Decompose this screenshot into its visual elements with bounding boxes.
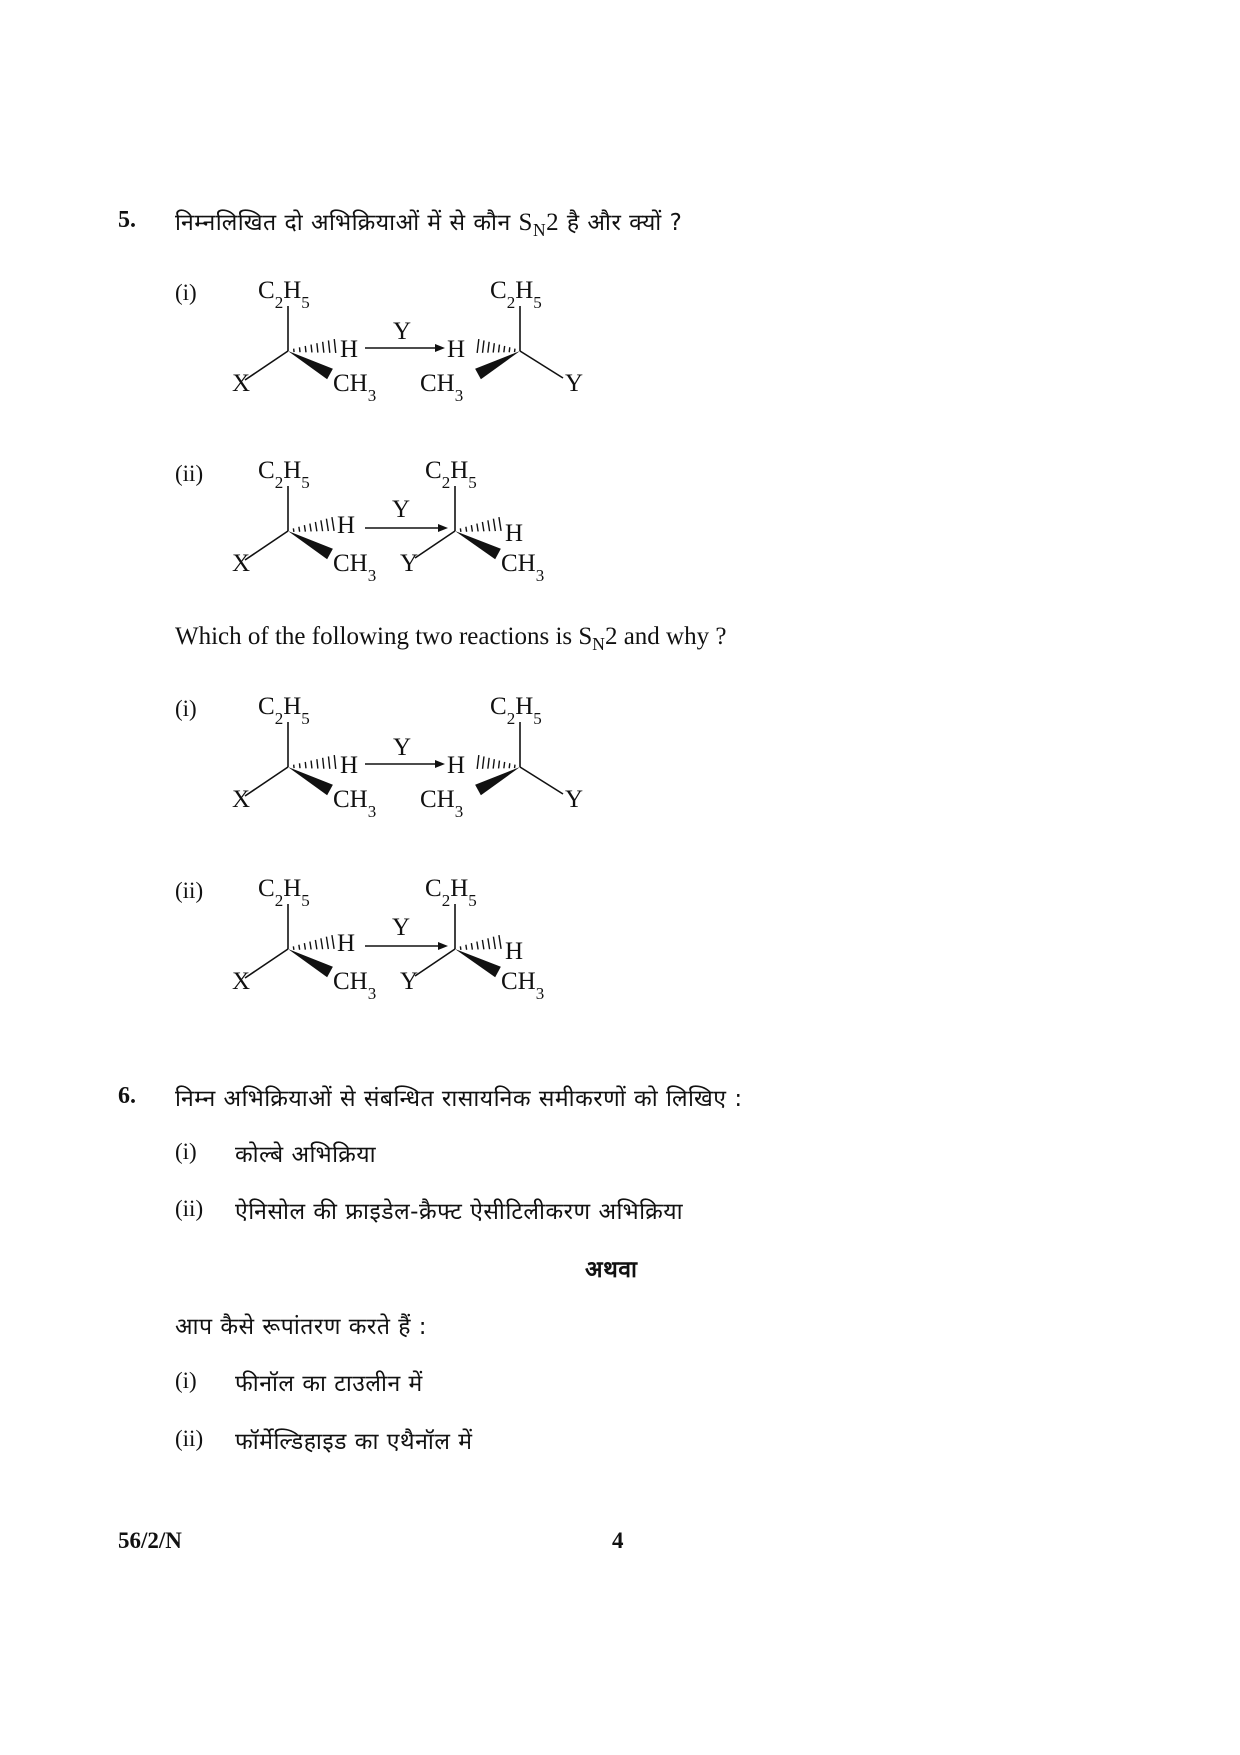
bond-line: [520, 767, 563, 794]
hashed-wedge-bond: [488, 520, 490, 531]
solid-wedge-bond: [288, 767, 333, 795]
hashed-wedge-bond: [493, 519, 495, 531]
hashed-wedge-bond: [477, 755, 479, 769]
hashed-wedge-bond: [482, 522, 483, 531]
part-text: फॉर्मेल्डिहाइड का एथैनॉल में: [235, 1429, 473, 1455]
question-text-hindi: निम्नलिखित दो अभिक्रियाओं में से कौन $S_N2$ है और क्यों ?: [175, 209, 683, 241]
hashed-wedge-bond: [488, 758, 489, 769]
solid-wedge-bond: [288, 949, 333, 977]
hashed-wedge-bond: [311, 761, 312, 769]
reagent-label-y: Y: [393, 318, 412, 345]
molecule-label-c2h5: $C_2H_5$: [490, 693, 542, 728]
hashed-wedge-bond: [488, 938, 490, 949]
hashed-wedge-bond: [460, 528, 461, 531]
bond-line: [415, 531, 455, 558]
bond-line: [245, 351, 288, 380]
molecule-label-ch3: $CH_3$: [420, 786, 464, 821]
atom-label-y: Y: [400, 550, 419, 577]
arrow-head: [438, 942, 448, 950]
hashed-wedge-bond: [328, 756, 329, 768]
molecule-label-c2h5: $C_2H_5$: [490, 277, 542, 312]
hashed-wedge-bond: [328, 340, 329, 352]
hashed-wedge-bond: [460, 946, 461, 949]
hashed-wedge-bond: [299, 347, 300, 352]
hashed-wedge-bond: [315, 522, 316, 531]
hashed-wedge-bond: [323, 758, 324, 769]
molecule-label-c2h5: $C_2H_5$: [425, 875, 477, 910]
molecule-label-ch3: $CH_3$: [333, 968, 377, 1003]
part-text: कोल्बे अभिक्रिया: [235, 1142, 377, 1168]
alt-prompt: आप कैसे रूपांतरण करते हैं :: [175, 1314, 428, 1340]
question-text-hindi: निम्न अभिक्रियाओं से संबन्धित रासायनिक समीकरणों को लिखिए :: [175, 1086, 743, 1112]
hashed-wedge-bond: [499, 935, 501, 949]
hashed-wedge-bond: [311, 345, 312, 353]
option-label-i: (i): [175, 696, 197, 721]
page-number: 4: [612, 1528, 624, 1553]
molecule-label-ch3: $CH_3$: [420, 370, 464, 405]
bond-line: [245, 767, 288, 796]
hashed-wedge-bond: [477, 339, 479, 353]
solid-wedge-bond: [475, 351, 520, 379]
hashed-wedge-bond: [477, 942, 478, 950]
reagent-label-y: Y: [392, 496, 411, 523]
hashed-wedge-bond: [509, 347, 510, 352]
hashed-wedge-bond: [304, 943, 305, 949]
hashed-wedge-bond: [483, 340, 484, 352]
hashed-wedge-bond: [317, 343, 318, 352]
part-text: ऐनिसोल की फ्राइडेल-क्रैफ्ट ऐसीटिलीकरण अभिक्रिया: [235, 1199, 684, 1225]
hashed-wedge-bond: [477, 524, 478, 532]
hashed-wedge-bond: [493, 759, 494, 768]
part-label: (i): [175, 1139, 197, 1164]
hashed-wedge-bond: [332, 517, 334, 531]
solid-wedge-bond: [475, 767, 520, 795]
hashed-wedge-bond: [305, 346, 306, 352]
hashed-wedge-bond: [493, 343, 494, 352]
hashed-wedge-bond: [466, 945, 467, 950]
molecule-label-c2h5: $C_2H_5$: [425, 457, 477, 492]
part-label: (i): [175, 1368, 197, 1393]
hashed-wedge-bond: [293, 528, 294, 531]
option-label-ii: (ii): [175, 461, 204, 486]
hashed-wedge-bond: [493, 937, 495, 949]
hashed-wedge-bond: [305, 762, 306, 768]
bond-line: [245, 949, 288, 978]
hashed-wedge-bond: [499, 517, 501, 531]
hashed-wedge-bond: [466, 527, 467, 532]
or-separator: अथवा: [585, 1257, 638, 1283]
hashed-wedge-bond: [471, 525, 472, 531]
atom-label-h: H: [505, 938, 524, 965]
part-text: फीनॉल का टाउलीन में: [235, 1371, 423, 1397]
hashed-wedge-bond: [299, 763, 300, 768]
atom-label-x: X: [232, 968, 251, 995]
question-text-english: Which of the following two reactions is $S_N2$ and why ?: [175, 623, 727, 655]
hashed-wedge-bond: [509, 763, 510, 768]
paper-code: 56/2/N: [118, 1528, 182, 1553]
molecule-label-c2h5: $C_2H_5$: [258, 693, 310, 728]
atom-label-y: Y: [565, 786, 584, 813]
hashed-wedge-bond: [304, 525, 305, 531]
hashed-wedge-bond: [323, 342, 324, 353]
atom-label-h: H: [340, 752, 359, 779]
reagent-label-y: Y: [393, 734, 412, 761]
hashed-wedge-bond: [293, 946, 294, 949]
hashed-wedge-bond: [315, 940, 316, 949]
molecule-label-ch3: $CH_3$: [333, 786, 377, 821]
hashed-wedge-bond: [321, 938, 323, 949]
bond-line: [415, 949, 455, 976]
hashed-wedge-bond: [326, 519, 328, 531]
solid-wedge-bond: [288, 531, 333, 559]
atom-label-h: H: [337, 512, 356, 539]
hashed-wedge-bond: [483, 756, 484, 768]
hashed-wedge-bond: [471, 943, 472, 949]
atom-label-h: H: [505, 520, 524, 547]
atom-label-h: H: [447, 336, 466, 363]
hashed-wedge-bond: [504, 762, 505, 768]
hashed-wedge-bond: [499, 761, 500, 769]
hashed-wedge-bond: [299, 527, 300, 532]
atom-label-h: H: [447, 752, 466, 779]
atom-label-y: Y: [400, 968, 419, 995]
hashed-wedge-bond: [310, 942, 311, 950]
part-label: (ii): [175, 1426, 204, 1451]
hashed-wedge-bond: [499, 345, 500, 353]
hashed-wedge-bond: [326, 937, 328, 949]
solid-wedge-bond: [455, 531, 501, 559]
solid-wedge-bond: [288, 351, 333, 379]
bond-line: [245, 531, 288, 560]
atom-label-x: X: [232, 550, 251, 577]
atom-label-h: H: [340, 336, 359, 363]
question-number: 6.: [118, 1083, 136, 1109]
atom-label-x: X: [232, 786, 251, 813]
molecule-label-c2h5: $C_2H_5$: [258, 875, 310, 910]
molecule-label-ch3: $CH_3$: [333, 370, 377, 405]
hashed-wedge-bond: [334, 339, 335, 353]
atom-label-y: Y: [565, 370, 584, 397]
hashed-wedge-bond: [310, 524, 311, 532]
atom-label-h: H: [337, 930, 356, 957]
molecule-label-c2h5: $C_2H_5$: [258, 277, 310, 312]
hashed-wedge-bond: [317, 759, 318, 768]
option-label-ii: (ii): [175, 878, 204, 903]
hashed-wedge-bond: [488, 342, 489, 353]
molecule-label-ch3: $CH_3$: [501, 550, 545, 585]
part-label: (ii): [175, 1196, 204, 1221]
molecule-label-ch3: $CH_3$: [333, 550, 377, 585]
hashed-wedge-bond: [321, 520, 323, 531]
hashed-wedge-bond: [334, 755, 335, 769]
molecule-label-ch3: $CH_3$: [501, 968, 545, 1003]
arrow-head: [435, 344, 445, 352]
option-label-i: (i): [175, 280, 197, 305]
atom-label-x: X: [232, 370, 251, 397]
hashed-wedge-bond: [332, 935, 334, 949]
question-number: 5.: [118, 207, 136, 233]
solid-wedge-bond: [455, 949, 501, 977]
arrow-head: [438, 524, 448, 532]
molecule-label-c2h5: $C_2H_5$: [258, 457, 310, 492]
bond-line: [520, 351, 563, 378]
hashed-wedge-bond: [504, 346, 505, 352]
hashed-wedge-bond: [299, 945, 300, 950]
reagent-label-y: Y: [392, 914, 411, 941]
arrow-head: [435, 760, 445, 768]
hashed-wedge-bond: [482, 940, 483, 949]
